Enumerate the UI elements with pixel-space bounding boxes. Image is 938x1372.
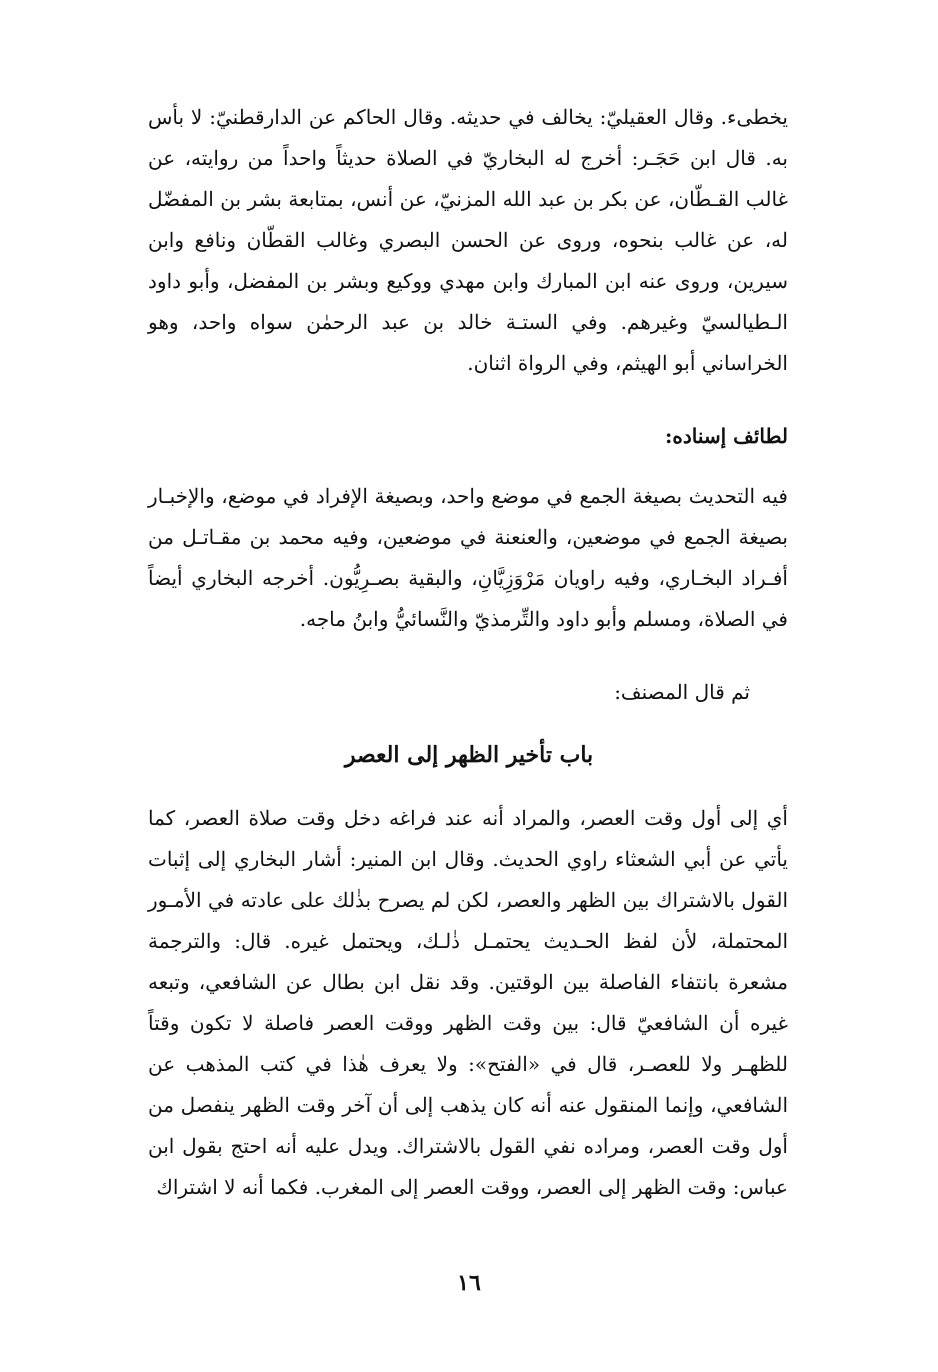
paragraph-author-said: ثم قال المصنف: bbox=[614, 680, 750, 704]
subheading-chain-notes: لطائف إسناده: bbox=[664, 424, 788, 448]
paragraph-chain-notes: فيه التحديث بصيغة الجمع في موضع واحد، وبصيغة الإفراد في موضع، والإخبـار بصيغة الجمع في موضعين، والعنعنة في موضعين، وفيه محمد بن مقـاتـل من أفـراد البخـاري، وفيه راويان مَرْوَزِيَّانِ، والبقية بصـرِيُّون. أخرجه البخاري أيضاً في الصلاة، ومسلم وأبو داود والتِّرمذيّ والنَّسائيُّ وابنُ ماجه. bbox=[148, 484, 788, 631]
paragraph-chapter-commentary: أي إلى أول وقت العصر، والمراد أنه عند فراغه دخل وقت صلاة العصر، كما يأتي عن أبي الشعثاء راوي الحديث. وقال ابن المنير: أشار البخاري إلى إثبات القول بالاشتراك بين الظهر والعصر، لكن لم يصرح بذٰلك على عادته في الأمـور المحتملة، لأن لفظ الحـديث يحتمـل ذٰلـك، ويحتمل غيره. قال: والترجمة مشعرة بانتفاء الفاصلة بين الوقتين. وقد نقل ابن بطال عن الشافعي، وتبعه غيره أن الشافعيّ قال: بين وقت الظهر ووقت العصر فاصلة لا تكون وقتاً للظهـر ولا للعصـر، قال في «الفتح»: ولا يعرف هٰذا في كتب المذهب عن الشافعي، وإنما المنقول عنه أنه كان يذهب إلى أن آخر وقت الظهر ينفصل من أول وقت العصر، ومراده نفي القول بالاشتراك. ويدل عليه أنه احتج بقول ابن عباس: وقت الظهر إلى العصر، ووقت العصر إلى المغرب. فكما أنه لا اشتراك bbox=[148, 806, 788, 1199]
paragraph-narrator-biography: يخطىء. وقال العقيليّ: يخالف في حديثه. وقال الحاكم عن الدارقطنيّ: لا بأس به. قال ابن حَجَـر: أخرج له البخاريّ في الصلاة حديثاً واحداً من روايته، عن غالب القـطّان، عن بكر بن عبد الله المزنيّ، عن أنس، بمتابعة بشر بن المفضّل له، عن غالب بنحوه، وروى عن الحسن البصري وغالب القطّان ونافع وابن سيرين، وروى عنه ابن المبارك وابن مهدي ووكيع وبشر بن المفضل، وأبو داود الـطيالسيّ وغيرهم. وفي الستـة خالد بن عبد الرحمٰن سواه واحد، وهو الخراساني أبو الهيثم، وفي الرواة اثنان. bbox=[148, 105, 789, 375]
page-number: ١٦ bbox=[457, 1270, 481, 1296]
chapter-title: باب تأخير الظهر إلى العصر bbox=[344, 742, 594, 768]
